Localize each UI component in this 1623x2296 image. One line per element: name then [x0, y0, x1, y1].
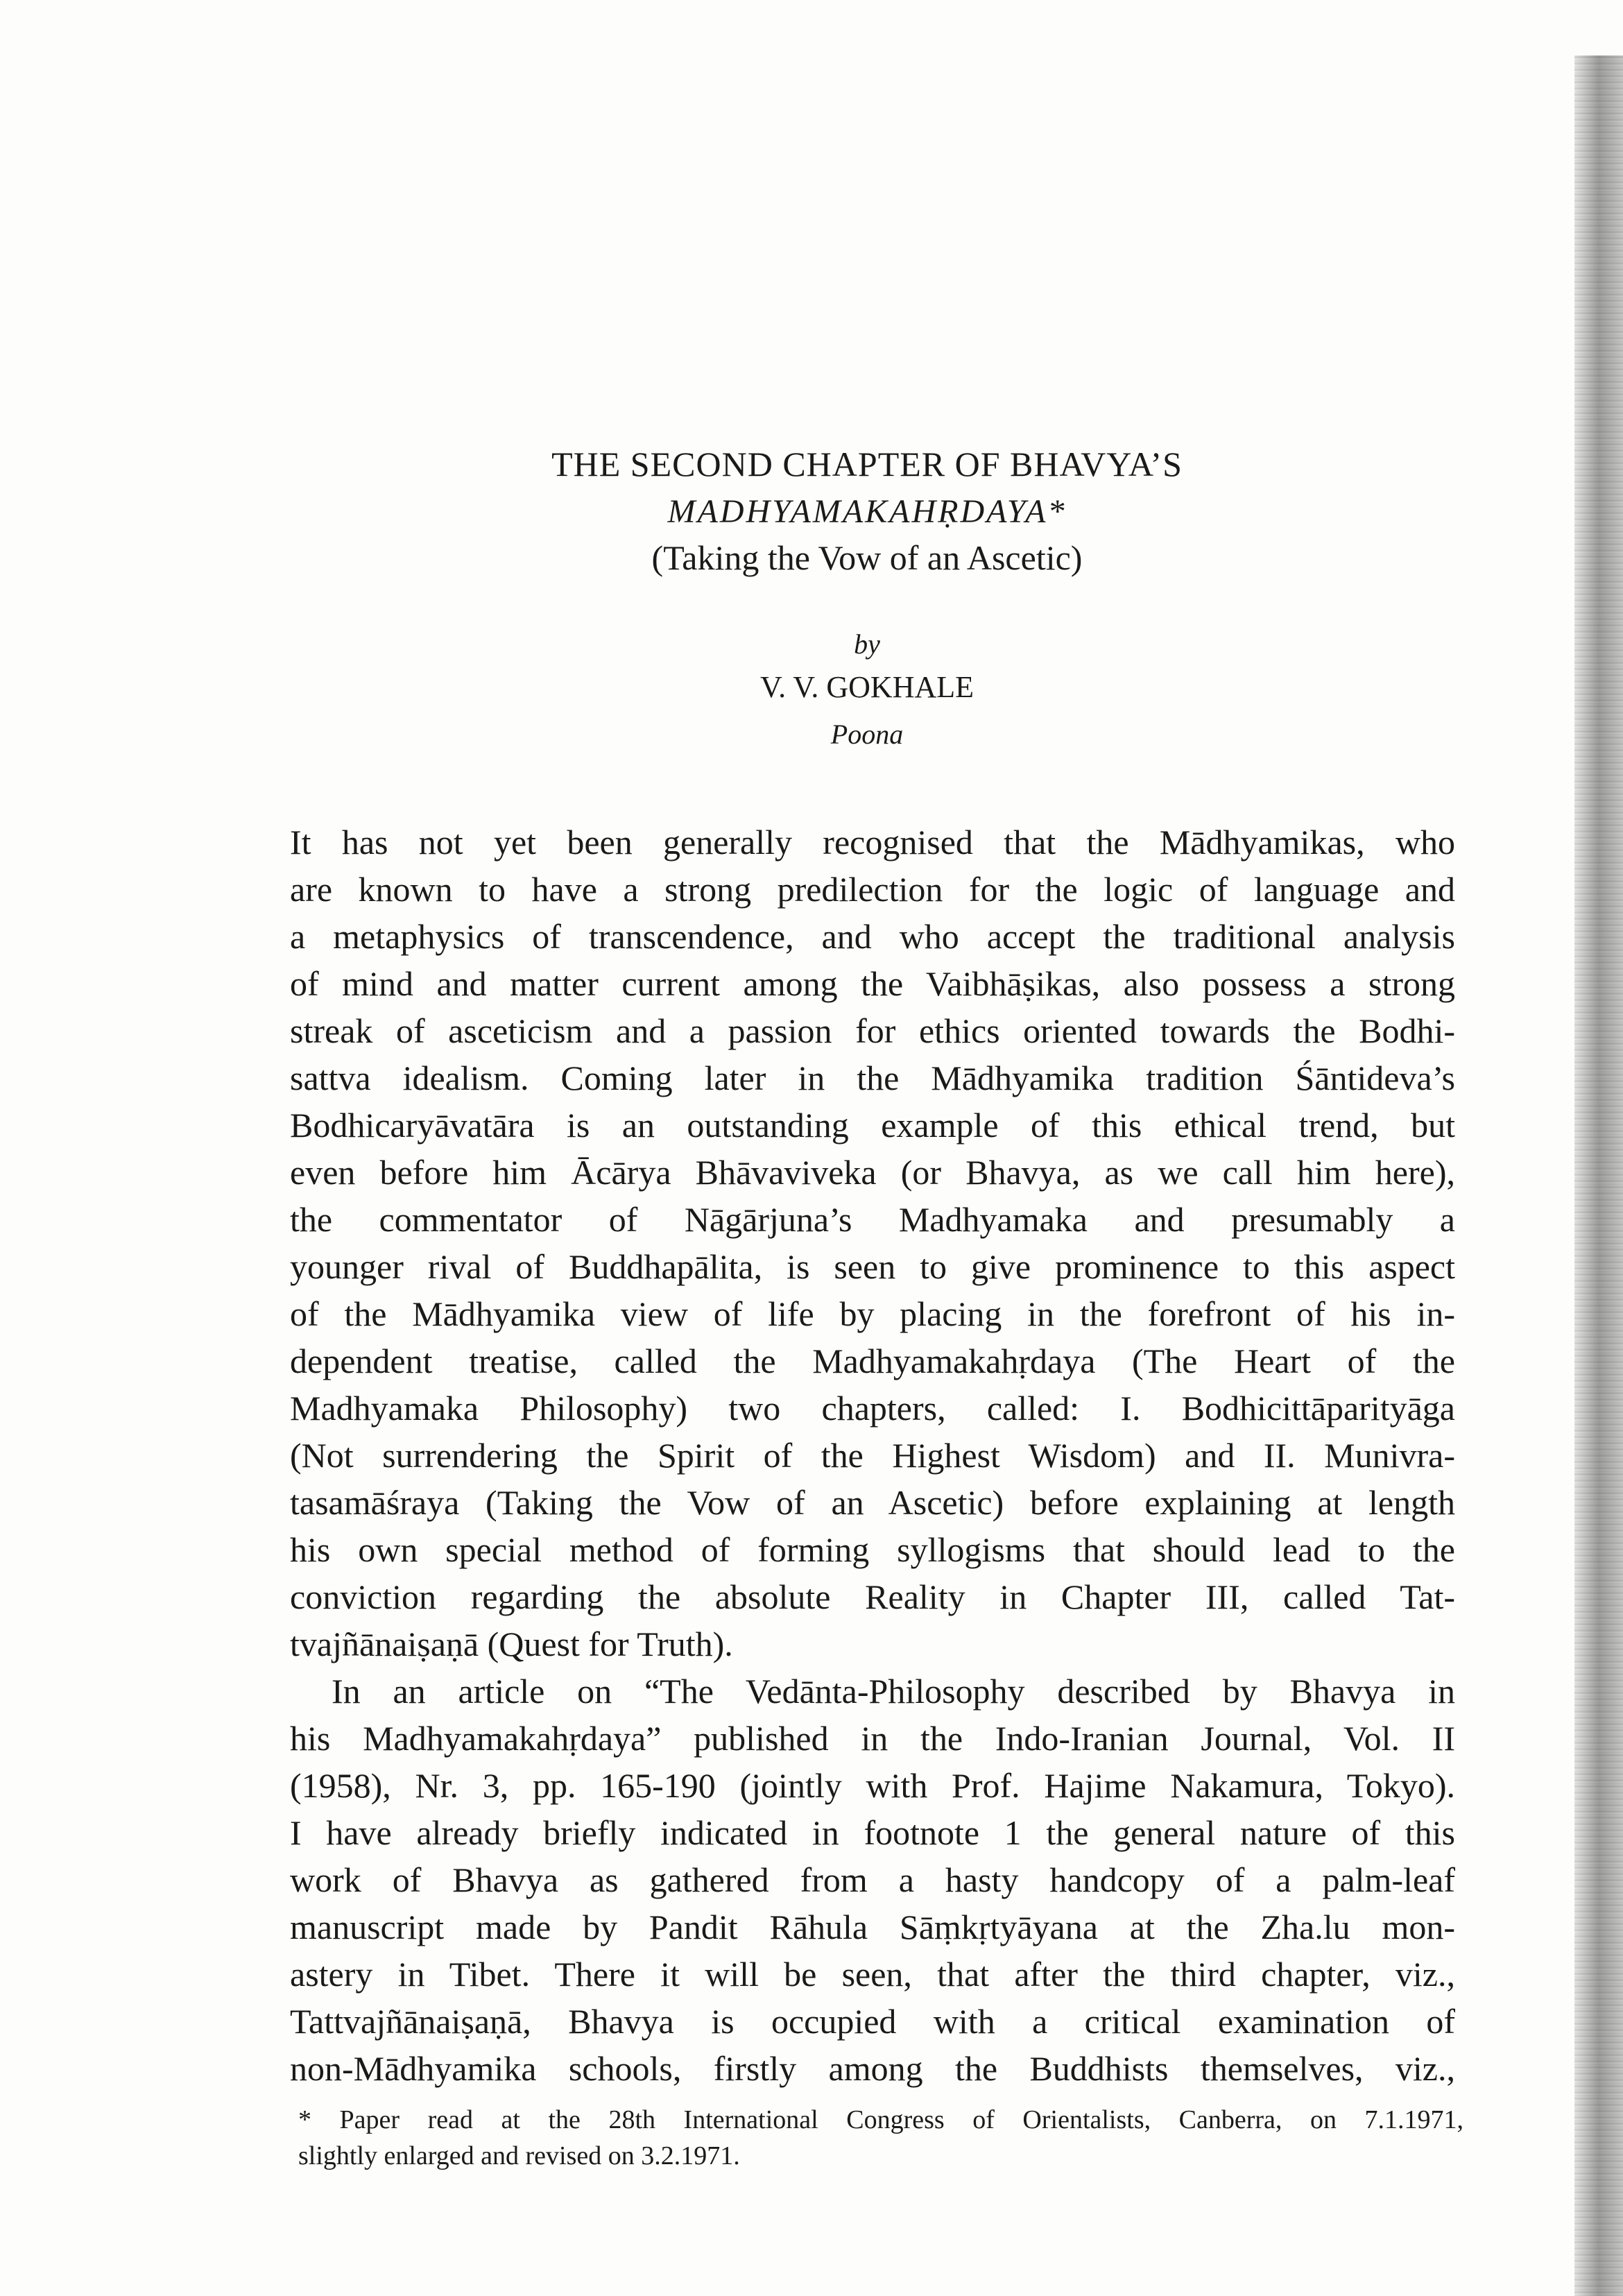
- body-line: tasamāśraya (Taking the Vow of an Ascetic) before explaining at length: [290, 1483, 1455, 1522]
- body-line: conviction regarding the absolute Reality in Chapter III, called Tat-: [290, 1577, 1455, 1616]
- body-line: In an article on “The Vedānta-Philosophy described by Bhavya in: [332, 1672, 1455, 1711]
- body-line: astery in Tibet. There it will be seen, that after the third chapter, viz.,: [290, 1955, 1455, 1994]
- body-line: dependent treatise, called the Madhyamakahṛdaya (The Heart of the: [290, 1342, 1455, 1380]
- body-line: (Not surrendering the Spirit of the Highest Wisdom) and II. Munivra-: [290, 1436, 1455, 1475]
- body-line: of the Mādhyamika view of life by placing in the forefront of his in-: [290, 1294, 1455, 1333]
- author-name: V. V. GOKHALE: [759, 670, 974, 704]
- footnote-line-2: slightly enlarged and revised on 3.2.1971.: [298, 2141, 740, 2170]
- author-affiliation: Poona: [830, 719, 904, 750]
- title-line-1: THE SECOND CHAPTER OF BHAVYA’S: [551, 445, 1183, 483]
- body-line: sattva idealism. Coming later in the Mādhyamika tradition Śāntideva’s: [290, 1059, 1455, 1097]
- footnote-line-1: * Paper read at the 28th International Congress of Orientalists, Canberra, on 7.1.1971,: [298, 2105, 1463, 2134]
- byline-by: by: [854, 628, 880, 660]
- scan-binding-edge: [1574, 55, 1623, 2296]
- title-line-2: MADHYAMAKAHṚDAYA*: [667, 493, 1067, 530]
- body-line: (1958), Nr. 3, pp. 165-190 (jointly with Prof. Hajime Nakamura, Tokyo).: [290, 1766, 1455, 1805]
- body-line: I have already briefly indicated in footnote 1 the general nature of this: [290, 1813, 1455, 1852]
- footnote: [298, 2102, 1463, 2174]
- body-line: work of Bhavya as gathered from a hasty handcopy of a palm-leaf: [290, 1860, 1455, 1899]
- body-line: his Madhyamakahṛdaya” published in the Indo-Iranian Journal, Vol. II: [290, 1719, 1455, 1758]
- body-line: the commentator of Nāgārjuna’s Madhyamaka and presumably a: [290, 1200, 1455, 1239]
- body-line: are known to have a strong predilection for the logic of language and: [290, 870, 1455, 909]
- body-line: even before him Ācārya Bhāvaviveka (or Bhavya, as we call him here),: [290, 1153, 1455, 1192]
- body-line: streak of asceticism and a passion for ethics oriented towards the Bodhi-: [290, 1011, 1455, 1050]
- article-body: [290, 819, 1455, 2092]
- body-line: Bodhicaryāvatāra is an outstanding example of this ethical trend, but: [290, 1106, 1455, 1145]
- body-line: manuscript made by Pandit Rāhula Sāṃkṛtyāyana at the Zha.lu mon-: [290, 1908, 1455, 1946]
- body-line: Madhyamaka Philosophy) two chapters, called: I. Bodhicittāparityāga: [290, 1389, 1455, 1428]
- body-line: It has not yet been generally recognised that the Mādhyamikas, who: [290, 823, 1455, 862]
- title-subtitle: (Taking the Vow of an Ascetic): [651, 538, 1083, 577]
- body-line: Tattvajñānaiṣaṇā, Bhavya is occupied with a critical examination of: [290, 2002, 1455, 2041]
- body-line: tvajñānaiṣaṇā (Quest for Truth).: [290, 1625, 733, 1663]
- body-line: his own special method of forming syllogisms that should lead to the: [290, 1530, 1455, 1569]
- body-line: of mind and matter current among the Vaibhāṣikas, also possess a strong: [290, 964, 1455, 1003]
- body-line: non-Mādhyamika schools, firstly among the Buddhists themselves, viz.,: [290, 2049, 1455, 2088]
- body-line: younger rival of Buddhapālita, is seen to give prominence to this aspect: [290, 1247, 1455, 1286]
- body-line: a metaphysics of transcendence, and who accept the traditional analysis: [290, 917, 1455, 956]
